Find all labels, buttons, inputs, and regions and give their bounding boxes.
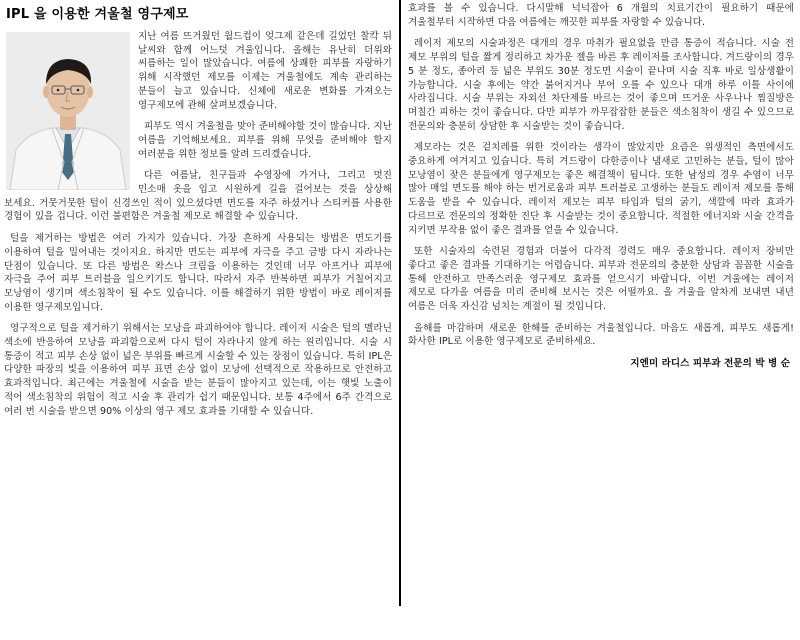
paragraph: 영구적으로 털을 제거하기 위해서는 모낭을 파괴하여야 합니다. 레이저 시술은 털의 멜라닌 색소에 반응하여 모낭을 파괴함으로써 다시 털이 자라나지 않게 하는 원리입니다. 시술 시 통증이 적고 피부 손상 없이 넓은 부위를 빠르게 시술할 수 있는 장점이 있습니다. 특히 IPL은 다양한 파장의 빛을 이용하여 피부 표면 손상 없이 모낭에 선택적으로 작용하므로 안전하고 효과적입니다. 최근에는 겨울철에 시술을 받는 분들이 많아지고 있는데, 이는 햇빛 노출이 적어 색소침착의 위험이 적고 시술 후 관리가 쉽기 때문입니다. 보통 4주에서 6주 간격으로 여러 번 시술을 받으면 90% 이상의 영구 제모 효과를 기대할 수 있습니다.: [4, 323, 392, 417]
left-column: [4, 2, 392, 608]
paragraph: 털을 제거하는 방법은 여러 가지가 있습니다. 가장 흔하게 사용되는 방법은 면도기를 이용하여 털을 밀어내는 것이지요. 하지만 면도는 피부에 자극을 주고 금방 다시 자라나는 단점이 있습니다. 또 다른 방법은 왁스나 크림을 이용하는 것인데 너무 아프거나 피부에 자극을 주어 피부 트러블을 일으키기도 합니다. 따라서 자주 반복하면 피부가 거칠어지고 모낭염이 생기며 색소침착이 될 수도 있습니다. 이를 해결하기 위한 방법이 바로 레이저를 이용한 영구제모입니다.: [4, 233, 392, 313]
paragraph: 지난 여름 뜨거웠던 월드컵이 엊그제 같은데 길었던 찰칵 뒤 날씨와 함께 어느덧 겨울입니다. 올해는 유난히 더위와 씨름하는 일이 많았습니다. 여름에 상쾌한 피부를 자랑하기 위해 시작했던 제모를 이제는 겨울철에도 계속 관리하는 분들이 늘고 있습니다. 신체에 새로운 변화를 가져오는 영구제모에 관해 살펴보겠습니다.: [138, 31, 392, 111]
right-column: [408, 2, 794, 608]
portrait-photo-icon: [6, 32, 130, 190]
paragraph: 효과를 볼 수 있습니다. 다시말해 넉넉잡아 6 개월의 치료기간이 필요하기 때문에 겨울철부터 시작하면 다음 여름에는 깨끗한 피부를 자랑할 수 있습니다.: [408, 3, 794, 28]
paragraph: 레이저 제모의 시술과정은 대개의 경우 마취가 필요없을 만큼 통증이 적습니다. 시술 전 제모 부위의 털을 짧게 정리하고 차가운 젤을 바른 후 레이저를 조사합니다. 겨드랑이의 경우 5 분 정도, 종아리 등 넓은 부위도 30분 정도면 시술이 끝나며 시술 직후 바로 일상생활이 가능합니다. 시술 후에는 약간 붉어지거나 부어 오를 수 있으나 대개 하루 이틀 사이에 사라집니다. 시술 부위는 자외선 차단제를 바르는 것이 좋으며 뜨거운 사우나나 찜질방은 며칠간 피하는 것이 좋습니다. 다만 피부가 까무잡잡한 분들은 색소침착이 생길 수 있으므로 전문의와 충분히 상담한 후 시술받는 것이 좋습니다.: [408, 38, 794, 132]
paragraph: 또한 시술자의 숙련된 경험과 더불어 다각적 경력도 매우 중요합니다. 레이저 장비만 좋다고 좋은 결과를 기대하기는 어렵습니다. 피부과 전문의의 충분한 상담과 꼼꼼한 시술을 통해 안전하고 만족스러운 영구제모 효과를 얻으시기 바랍니다. 이번 겨울에는 레이저 제모로 다가올 여름을 미리 준비해 보시는 것은 어떨까요. 올 겨울을 알차게 보내면 내년 여름은 더욱 자신감 넘치는 계절이 될 것입니다.: [408, 246, 794, 313]
paragraph: 다른 여름날, 친구들과 수영장에 가거나, 그리고 멋진 민소매 옷을 입고 시원하게 길을 걸어보는 것을 상상해 보세요. 거뭇거뭇한 털이 신경쓰인 적이 있으셨다면 면도를 자주 하셨거나 스티커를 사용한 경험이 있을 겁니다. 이런 불편함은 겨울철 제모로 해결할 수 있습니다.: [4, 170, 392, 223]
column-divider: [399, 0, 401, 606]
paragraph: 피부도 역시 겨울철을 맞아 준비해야할 것이 많습니다. 지난 여름을 기억해보세요. 피부를 위해 무엇을 준비해야 할지 여러분을 위한 정보를 알려 드리겠습니다.: [138, 121, 392, 160]
paragraph: 올해를 마감하며 새로운 한해를 준비하는 겨울철입니다. 마음도 새롭게, 피부도 새롭게! 화사한 IPL로 이용한 영구제모로 준비하세요.: [408, 322, 794, 348]
article-title: IPL 을 이용한 겨울철 영구제모: [6, 7, 189, 22]
paragraph: 제모라는 것은 겉치레를 위한 것이라는 생각이 많았지만 요즘은 위생적인 측면에서도 중요하게 여겨지고 있습니다. 특히 겨드랑이 다한증이나 냄새로 고민하는 분들, 털이 많아 모낭염이 잦은 분들에게 영구제모는 좋은 해결책이 됩니다. 또한 남성의 경우 수염이 너무 많아 매일 면도를 해야 하는 번거로움과 피부 트러블로 고생하는 분들도 레이저 제모를 통해 도움을 받을 수 있습니다. 레이저 제모는 피부 타입과 털의 굵기, 색깔에 따라 효과가 다르므로 전문의의 정확한 진단 후 시술받는 것이 중요합니다. 적절한 에너지와 시술 간격을 지키면 부작용 없이 좋은 결과를 얻을 수 있습니다.: [408, 142, 794, 236]
doctor-portrait-photo: [6, 32, 130, 190]
author-byline: 지엔미 라디스 피부과 전문의 박 병 순: [630, 358, 790, 370]
